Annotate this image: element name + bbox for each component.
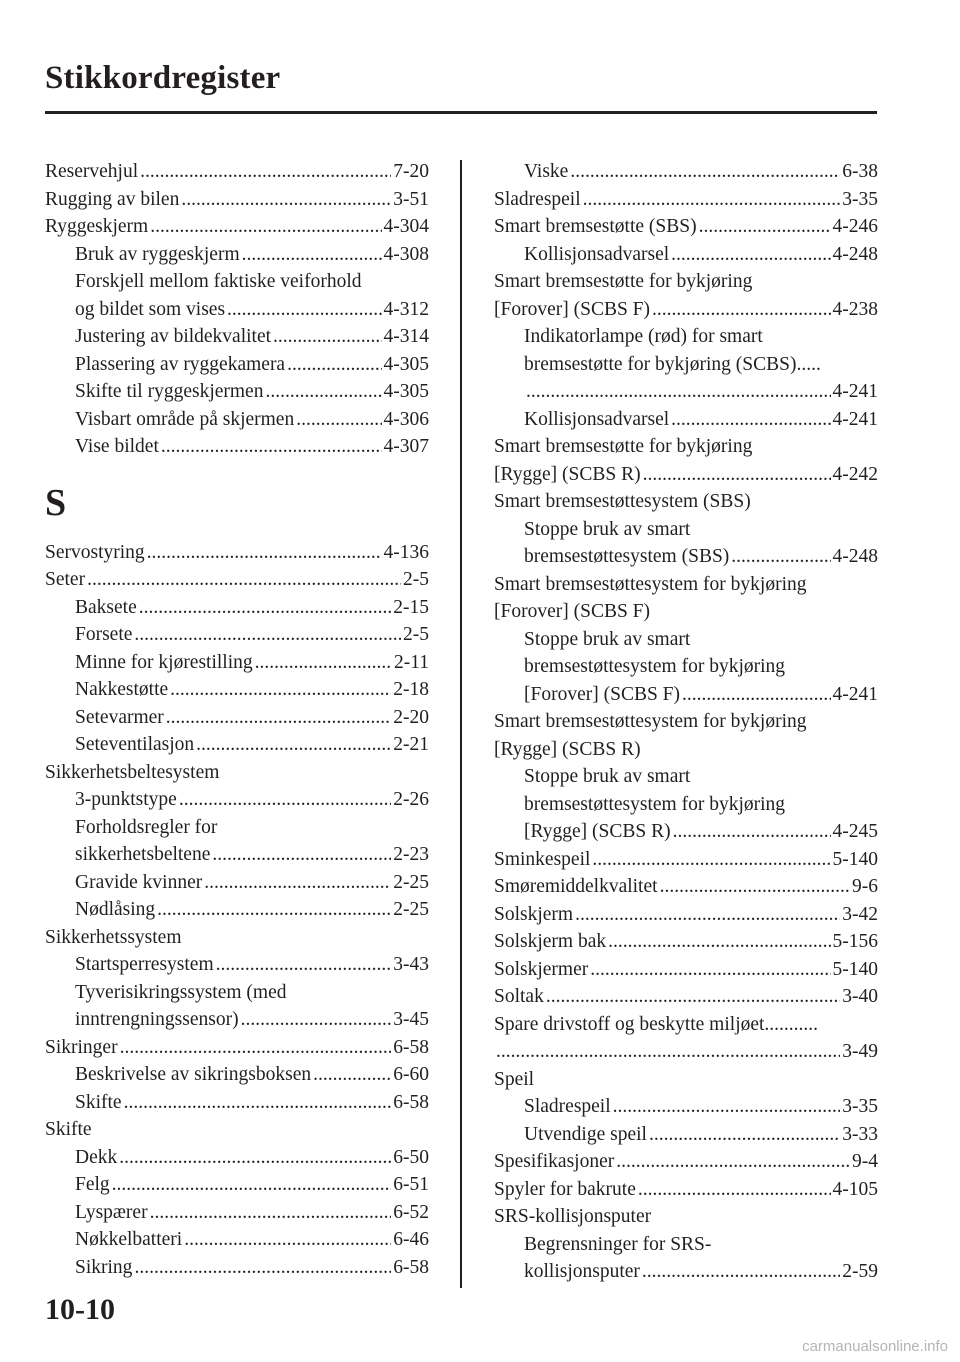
entry-text: Smart bremsestøttesystem for bykjøring bbox=[494, 711, 807, 732]
entry-page-ref: 4-242 bbox=[832, 463, 878, 485]
dot-leader bbox=[139, 594, 392, 622]
entry-page-ref: 2-23 bbox=[393, 844, 429, 865]
index-entry bbox=[494, 186, 878, 214]
entry-page-ref: 6-51 bbox=[393, 1174, 429, 1195]
index-entry bbox=[494, 1176, 878, 1204]
entry-text: [Rygge] (SCBS R) bbox=[494, 463, 641, 485]
index-entry bbox=[494, 213, 878, 241]
index-entry bbox=[45, 1034, 429, 1062]
entry-text: [Rygge] (SCBS R) bbox=[524, 821, 671, 842]
index-subentry bbox=[45, 268, 429, 296]
index-entry bbox=[494, 461, 878, 489]
dot-leader bbox=[150, 213, 381, 241]
index-subentry bbox=[494, 543, 878, 571]
entry-page-ref: 4-245 bbox=[832, 821, 878, 842]
entry-text: Skifte til ryggeskjermen bbox=[75, 381, 264, 402]
index-subentry bbox=[45, 241, 429, 269]
index-entry bbox=[494, 983, 878, 1011]
entry-text: Sladrespeil bbox=[494, 188, 581, 210]
entry-text: Nøkkelbatteri bbox=[75, 1229, 183, 1250]
dot-leader bbox=[265, 378, 381, 406]
entry-page-ref: 9-4 bbox=[852, 1151, 878, 1172]
dot-leader bbox=[496, 1038, 840, 1066]
entry-text: Kollisjonsadvarsel bbox=[524, 243, 670, 265]
index-subentry bbox=[45, 323, 429, 351]
index-subentry bbox=[45, 1171, 429, 1199]
entry-page-ref: 4-306 bbox=[383, 408, 429, 430]
entry-text: Smart bremsestøtte (SBS) bbox=[494, 216, 697, 237]
index-subentry bbox=[45, 704, 429, 732]
entry-text: Visbart område på skjermen bbox=[75, 408, 295, 430]
index-subentry bbox=[45, 378, 429, 406]
dot-leader bbox=[592, 846, 830, 874]
dot-leader bbox=[216, 951, 392, 979]
entry-page-ref: 7-20 bbox=[393, 161, 429, 182]
entry-page-ref: 4-312 bbox=[383, 298, 429, 320]
entry-text: Spare drivstoff og beskytte miljøet........... bbox=[494, 1013, 819, 1035]
index-subentry bbox=[494, 406, 878, 434]
entry-text: Dekk bbox=[75, 1146, 118, 1168]
entry-page-ref: 4-241 bbox=[832, 683, 878, 705]
index-entry bbox=[45, 186, 429, 214]
index-subentry bbox=[494, 653, 878, 681]
entry-text: Sikkerhetssystem bbox=[45, 926, 182, 948]
dot-leader bbox=[134, 1254, 391, 1282]
entry-text: Viske bbox=[524, 161, 569, 182]
entry-text: [Rygge] (SCBS R) bbox=[494, 738, 641, 760]
entry-text: Utvendige speil bbox=[524, 1123, 647, 1145]
index-entry bbox=[494, 296, 878, 324]
dot-leader bbox=[671, 241, 830, 269]
entry-page-ref: 5-140 bbox=[832, 848, 878, 870]
entry-text: Sikringer bbox=[45, 1036, 118, 1058]
entry-page-ref: 4-304 bbox=[383, 216, 429, 237]
index-entry bbox=[45, 539, 429, 567]
index-subentry bbox=[494, 791, 878, 819]
index-entry bbox=[45, 566, 429, 594]
column-divider bbox=[460, 160, 462, 1288]
index-subentry bbox=[494, 1231, 878, 1259]
index-subentry bbox=[45, 1144, 429, 1172]
index-entry bbox=[494, 1038, 878, 1066]
index-subentry bbox=[45, 406, 429, 434]
index-subentry bbox=[494, 1258, 878, 1286]
entry-text: Felg bbox=[75, 1174, 110, 1195]
entry-text: og bildet som vises bbox=[75, 298, 226, 320]
entry-page-ref: 4-241 bbox=[832, 408, 878, 430]
entry-page-ref: 2-25 bbox=[393, 899, 429, 920]
dot-leader bbox=[227, 296, 381, 324]
entry-text: Forskjell mellom faktiske veiforhold bbox=[75, 271, 362, 292]
entry-text: sikkerhetsbeltene bbox=[75, 844, 211, 865]
dot-leader bbox=[608, 928, 830, 956]
entry-text: Skifte bbox=[45, 1119, 92, 1140]
entry-page-ref: 2-5 bbox=[403, 569, 429, 590]
dot-leader bbox=[287, 351, 381, 379]
index-entry bbox=[494, 1011, 878, 1039]
entry-page-ref: 6-58 bbox=[393, 1256, 429, 1278]
index-entry bbox=[494, 846, 878, 874]
entry-page-ref: 4-305 bbox=[383, 353, 429, 375]
dot-leader bbox=[161, 433, 382, 461]
dot-leader bbox=[671, 406, 830, 434]
index-subentry bbox=[494, 818, 878, 846]
entry-page-ref: 2-21 bbox=[393, 734, 429, 755]
entry-text: Sikkerhetsbeltesystem bbox=[45, 761, 220, 783]
entry-page-ref: 6-46 bbox=[393, 1229, 429, 1250]
entry-text: bremsestøttesystem for bykjøring bbox=[524, 793, 786, 815]
index-subentry bbox=[494, 1121, 878, 1149]
index-entry bbox=[494, 1203, 878, 1231]
entry-page-ref: 4-248 bbox=[832, 243, 878, 265]
entry-page-ref: 6-60 bbox=[393, 1064, 429, 1085]
entry-text: bremsestøttesystem for bykjøring bbox=[524, 656, 786, 677]
entry-page-ref: 4-307 bbox=[383, 436, 429, 457]
dot-leader bbox=[699, 213, 831, 241]
entry-page-ref: 4-314 bbox=[383, 326, 429, 347]
entry-page-ref: 3-35 bbox=[842, 1096, 878, 1117]
index-subentry bbox=[45, 979, 429, 1007]
dot-leader bbox=[673, 818, 831, 846]
entry-page-ref: 9-6 bbox=[852, 876, 878, 897]
entry-page-ref: 2-59 bbox=[842, 1261, 878, 1282]
entry-text: Justering av bildekvalitet bbox=[75, 326, 272, 347]
index-subentry bbox=[45, 786, 429, 814]
dot-leader bbox=[526, 378, 831, 406]
dot-leader bbox=[613, 1093, 841, 1121]
index-subentry bbox=[494, 158, 878, 186]
dot-leader bbox=[682, 681, 830, 709]
entry-text: [Forover] (SCBS F) bbox=[494, 298, 651, 320]
dot-leader bbox=[157, 896, 391, 924]
dot-leader bbox=[643, 461, 831, 489]
dot-leader bbox=[181, 186, 391, 214]
index-column-left bbox=[45, 158, 429, 1281]
entry-text: Baksete bbox=[75, 596, 137, 618]
dot-leader bbox=[583, 186, 841, 214]
entry-page-ref: 6-58 bbox=[393, 1036, 429, 1058]
index-entry bbox=[494, 708, 878, 736]
dot-leader bbox=[313, 1061, 391, 1089]
index-subentry bbox=[45, 814, 429, 842]
entry-page-ref: 4-248 bbox=[832, 546, 878, 567]
index-subentry bbox=[494, 626, 878, 654]
dot-leader bbox=[124, 1089, 392, 1117]
entry-text: Solskjerm bak bbox=[494, 931, 607, 952]
entry-page-ref: 6-58 bbox=[393, 1091, 429, 1113]
index-entry bbox=[494, 488, 878, 516]
entry-page-ref: 2-11 bbox=[393, 651, 429, 673]
index-subentry bbox=[494, 378, 878, 406]
index-entry bbox=[494, 873, 878, 901]
entry-text: Lyspærer bbox=[75, 1201, 148, 1223]
dot-leader bbox=[296, 406, 381, 434]
index-subentry bbox=[494, 681, 878, 709]
entry-page-ref: 3-45 bbox=[393, 1009, 429, 1030]
entry-page-ref: 2-25 bbox=[393, 871, 429, 893]
index-column-right bbox=[494, 158, 878, 1286]
entry-page-ref: 4-105 bbox=[832, 1178, 878, 1200]
entry-page-ref: 5-140 bbox=[832, 958, 878, 980]
dot-leader bbox=[590, 956, 830, 984]
entry-text: 3-punktstype bbox=[75, 789, 177, 810]
dot-leader bbox=[196, 731, 391, 759]
index-subentry bbox=[45, 296, 429, 324]
index-entry bbox=[494, 736, 878, 764]
dot-leader bbox=[273, 323, 381, 351]
entry-text: Solskjermer bbox=[494, 958, 589, 980]
entry-text: Vise bildet bbox=[75, 436, 159, 457]
entry-text: Setevarmer bbox=[75, 706, 164, 728]
index-subentry bbox=[45, 896, 429, 924]
entry-text: Smart bremsestøttesystem for bykjøring bbox=[494, 573, 807, 595]
dot-leader bbox=[166, 704, 391, 732]
entry-text: Forsete bbox=[75, 624, 133, 645]
entry-text: bremsestøttesystem (SBS) bbox=[524, 546, 730, 567]
entry-text: Bruk av ryggeskjerm bbox=[75, 243, 240, 265]
entry-text: Reservehjul bbox=[45, 161, 139, 182]
index-subentry bbox=[45, 594, 429, 622]
entry-text: Stoppe bruk av smart bbox=[524, 766, 691, 787]
index-subentry bbox=[45, 1226, 429, 1254]
dot-leader bbox=[241, 1006, 392, 1034]
entry-text: Seter bbox=[45, 569, 86, 590]
dot-leader bbox=[570, 158, 840, 186]
entry-text: Smart bremsestøttesystem (SBS) bbox=[494, 491, 751, 512]
index-subentry bbox=[494, 351, 878, 379]
dot-leader bbox=[204, 869, 391, 897]
dot-leader bbox=[649, 1121, 840, 1149]
dot-leader bbox=[120, 1034, 392, 1062]
index-subentry bbox=[494, 763, 878, 791]
entry-text: [Forover] (SCBS F) bbox=[494, 601, 651, 622]
index-entry bbox=[494, 433, 878, 461]
section-letter: S bbox=[45, 481, 67, 524]
dot-leader bbox=[660, 873, 850, 901]
entry-text: Startsperresystem bbox=[75, 954, 214, 975]
entry-page-ref: 3-51 bbox=[393, 188, 429, 210]
entry-text: Smøremiddelkvalitet bbox=[494, 876, 658, 897]
entry-page-ref: 6-50 bbox=[393, 1146, 429, 1168]
entry-text: Seteventilasjon bbox=[75, 734, 195, 755]
index-entry bbox=[45, 158, 429, 186]
index-subentry bbox=[45, 676, 429, 704]
index-subentry bbox=[45, 1006, 429, 1034]
entry-text: Minne for kjørestilling bbox=[75, 651, 253, 673]
index-subentry bbox=[45, 351, 429, 379]
page-number: 10-10 bbox=[45, 1293, 115, 1326]
dot-leader bbox=[147, 539, 382, 567]
index-entry bbox=[45, 924, 429, 952]
page-title: Stikkordregister bbox=[45, 60, 281, 96]
entry-text: Rugging av bilen bbox=[45, 188, 180, 210]
dot-leader bbox=[638, 1176, 831, 1204]
index-entry bbox=[494, 956, 878, 984]
entry-text: Indikatorlampe (rød) for smart bbox=[524, 326, 763, 347]
index-entry bbox=[494, 901, 878, 929]
dot-leader bbox=[112, 1171, 392, 1199]
dot-leader bbox=[170, 676, 391, 704]
entry-text: Forholdsregler for bbox=[75, 816, 218, 838]
dot-leader bbox=[642, 1258, 840, 1286]
entry-page-ref: 4-241 bbox=[832, 381, 878, 402]
entry-text: Skifte bbox=[75, 1091, 122, 1113]
index-entry bbox=[494, 1066, 878, 1094]
entry-page-ref: 4-305 bbox=[383, 381, 429, 402]
entry-text: Sikring bbox=[75, 1256, 133, 1278]
entry-text: Nødlåsing bbox=[75, 899, 156, 920]
index-subentry bbox=[45, 433, 429, 461]
entry-text: Gravide kvinner bbox=[75, 871, 203, 893]
index-entry bbox=[45, 1116, 429, 1144]
entry-page-ref: 2-15 bbox=[393, 596, 429, 618]
index-entry bbox=[494, 268, 878, 296]
entry-text: Sladrespeil bbox=[524, 1096, 611, 1117]
entry-page-ref: 6-52 bbox=[393, 1201, 429, 1223]
index-entry bbox=[494, 928, 878, 956]
index-subentry bbox=[45, 1199, 429, 1227]
header-rule bbox=[45, 111, 877, 114]
entry-text: Spesifikasjoner bbox=[494, 1151, 615, 1172]
entry-page-ref: 4-136 bbox=[383, 541, 429, 563]
index-subentry bbox=[45, 731, 429, 759]
entry-text: Kollisjonsadvarsel bbox=[524, 408, 670, 430]
entry-text: bremsestøtte for bykjøring (SCBS)..... bbox=[524, 353, 821, 375]
entry-text: Beskrivelse av sikringsboksen bbox=[75, 1064, 312, 1085]
entry-page-ref: 4-308 bbox=[383, 243, 429, 265]
entry-text: Servostyring bbox=[45, 541, 145, 563]
entry-text: Begrensninger for SRS- bbox=[524, 1233, 712, 1255]
index-entry bbox=[494, 571, 878, 599]
entry-page-ref: 4-246 bbox=[832, 216, 878, 237]
dot-leader bbox=[616, 1148, 850, 1176]
dot-leader bbox=[184, 1226, 391, 1254]
watermark: carmanualsonline.info bbox=[802, 1338, 948, 1355]
entry-page-ref: 3-42 bbox=[842, 903, 878, 925]
index-subentry bbox=[45, 1089, 429, 1117]
index-entry bbox=[494, 598, 878, 626]
entry-text: Spyler for bakrute bbox=[494, 1178, 636, 1200]
entry-text: Plassering av ryggekamera bbox=[75, 353, 286, 375]
index-subentry bbox=[45, 649, 429, 677]
entry-text: Speil bbox=[494, 1068, 535, 1090]
entry-text: Nakkestøtte bbox=[75, 679, 169, 700]
dot-leader bbox=[87, 566, 401, 594]
index-subentry bbox=[494, 516, 878, 544]
index-subentry bbox=[45, 1061, 429, 1089]
index-subentry bbox=[494, 1093, 878, 1121]
index-subentry bbox=[45, 1254, 429, 1282]
dot-leader bbox=[255, 649, 392, 677]
entry-text: kollisjonsputer bbox=[524, 1261, 640, 1282]
entry-text: SRS-kollisjonsputer bbox=[494, 1206, 652, 1227]
entry-text: Smart bremsestøtte for bykjøring bbox=[494, 271, 753, 292]
index-subentry bbox=[45, 841, 429, 869]
dot-leader bbox=[731, 543, 830, 571]
entry-text: Solskjerm bbox=[494, 903, 574, 925]
index-entry bbox=[494, 1148, 878, 1176]
dot-leader bbox=[150, 1199, 392, 1227]
dot-leader bbox=[242, 241, 382, 269]
entry-text: Sminkespeil bbox=[494, 848, 591, 870]
entry-text: inntrengningssensor) bbox=[75, 1009, 239, 1030]
index-subentry bbox=[45, 951, 429, 979]
entry-text: Smart bremsestøtte for bykjøring bbox=[494, 436, 753, 457]
entry-text: [Forover] (SCBS F) bbox=[524, 683, 681, 705]
dot-leader bbox=[212, 841, 391, 869]
dot-leader bbox=[652, 296, 830, 324]
entry-text: Stoppe bruk av smart bbox=[524, 518, 691, 540]
entry-page-ref: 2-18 bbox=[393, 679, 429, 700]
entry-page-ref: 3-33 bbox=[842, 1123, 878, 1145]
entry-page-ref: 6-38 bbox=[842, 161, 878, 182]
entry-page-ref: 2-5 bbox=[403, 624, 429, 645]
entry-page-ref: 5-156 bbox=[832, 931, 878, 952]
entry-page-ref: 2-20 bbox=[393, 706, 429, 728]
dot-leader bbox=[546, 983, 840, 1011]
index-entry bbox=[45, 759, 429, 787]
index-subentry bbox=[494, 323, 878, 351]
entry-text: Tyverisikringssystem (med bbox=[75, 981, 287, 1003]
entry-page-ref: 2-26 bbox=[393, 789, 429, 810]
index-subentry bbox=[494, 241, 878, 269]
entry-text: Stoppe bruk av smart bbox=[524, 628, 691, 650]
entry-page-ref: 3-43 bbox=[393, 954, 429, 975]
index-entry bbox=[45, 213, 429, 241]
index-subentry bbox=[45, 869, 429, 897]
entry-text: Ryggeskjerm bbox=[45, 216, 149, 237]
dot-leader bbox=[134, 621, 401, 649]
entry-page-ref: 4-238 bbox=[832, 298, 878, 320]
entry-page-ref: 3-40 bbox=[842, 986, 878, 1007]
entry-page-ref: 3-35 bbox=[842, 188, 878, 210]
dot-leader bbox=[179, 786, 391, 814]
entry-page-ref: 3-49 bbox=[842, 1041, 878, 1062]
entry-text: Soltak bbox=[494, 986, 544, 1007]
dot-leader bbox=[119, 1144, 391, 1172]
dot-leader bbox=[140, 158, 391, 186]
index-subentry bbox=[45, 621, 429, 649]
dot-leader bbox=[575, 901, 840, 929]
